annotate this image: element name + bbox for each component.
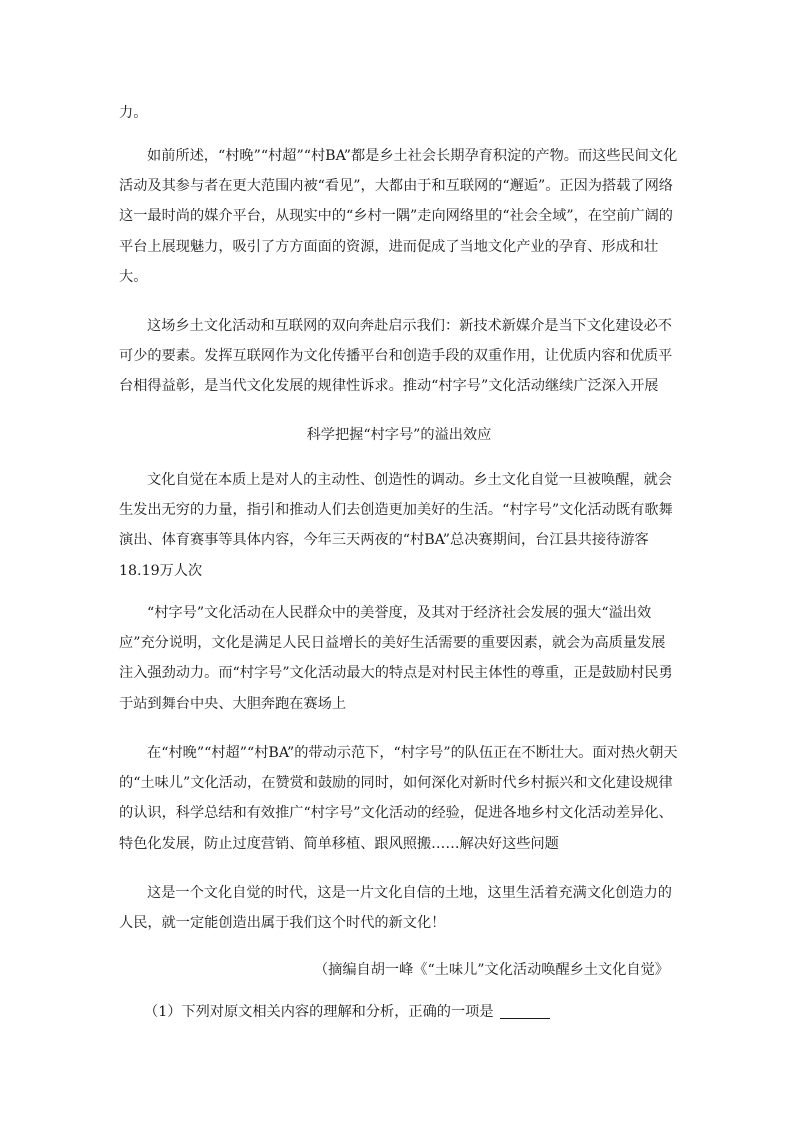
source-citation: （摘编自胡一峰《“土味儿”文化活动唤醒乡土文化自觉》 — [313, 962, 669, 978]
paragraph-1: 如前所述，“村晚”“村超”“村BA”都是乡土社会长期孕育积淀的产物。而这些民间文化活动及其参与者在更大范围内被“看见”，大都由于和互联网的“邂逅”。正因为搭载了网络这一最时尚的媒介平台，从现实中的“乡村一隅”走向网络里的“社会全域”，在空前广阔的平台上展现魅力，吸引了方方面面的资源，进而促成了当地文化产业的孕育、形成和壮大。 — [119, 148, 678, 285]
section-heading: 科学把握“村字号”的溢出效应 — [306, 427, 492, 443]
paragraph-2: 这场乡土文化活动和互联网的双向奔赴启示我们：新技术新媒介是当下文化建设必不可少的要素。发挥互联网作为文化传播平台和创造手段的双重作用，让优质内容和优质平台相得益彰，是当代文化发展的规律性诉求。推动“村字号”文化活动继续广泛深入开展 — [119, 318, 673, 395]
paragraph-continuation: 力。 — [119, 105, 148, 121]
answer-blank[interactable] — [500, 1002, 550, 1019]
paragraph-6: 这是一个文化自觉的时代，这是一片文化自信的土地，这里生活着充满文化创造力的人民，就一定能创造出属于我们这个时代的新文化！ — [119, 885, 672, 932]
question-text: （1）下列对原文相关内容的理解和分析，正确的一项是 — [144, 1004, 494, 1020]
paragraph-3: 文化自觉在本质上是对人的主动性、创造性的调动。乡土文化自觉一旦被唤醒，就会生发出无穷的力量，指引和推动人们去创造更加美好的生活。“村字号”文化活动既有歌舞演出、体育赛事等具体内容，今年三天两夜的“村BA”总决赛期间，台江县共接待游客18.19万人次 — [119, 472, 673, 579]
question-1 — [144, 997, 664, 1027]
paragraph-5: 在“村晚”“村超”“村BA”的带动示范下，“村字号”的队伍正在不断壮大。面对热火朝天的“土味儿”文化活动，在赞赏和鼓励的同时，如何深化对新时代乡村振兴和文化建设规律的认识，科学总结和有效推广“村字号”文化活动的经验，促进各地乡村文化活动差异化、特色化发展，防止过度营销、简单移植、跟风照搬……解决好这些问题 — [119, 745, 678, 852]
paragraph-4: “村字号”文化活动在人民群众中的美誉度，及其对于经济社会发展的强大“溢出效应”充分说明，文化是满足人民日益增长的美好生活需要的重要因素，就会为高质量发展注入强劲动力。而“村字号”文化活动最大的特点是对村民主体性的尊重，正是鼓励村民勇于站到舞台中央、大胆奔跑在赛场上 — [119, 605, 673, 712]
